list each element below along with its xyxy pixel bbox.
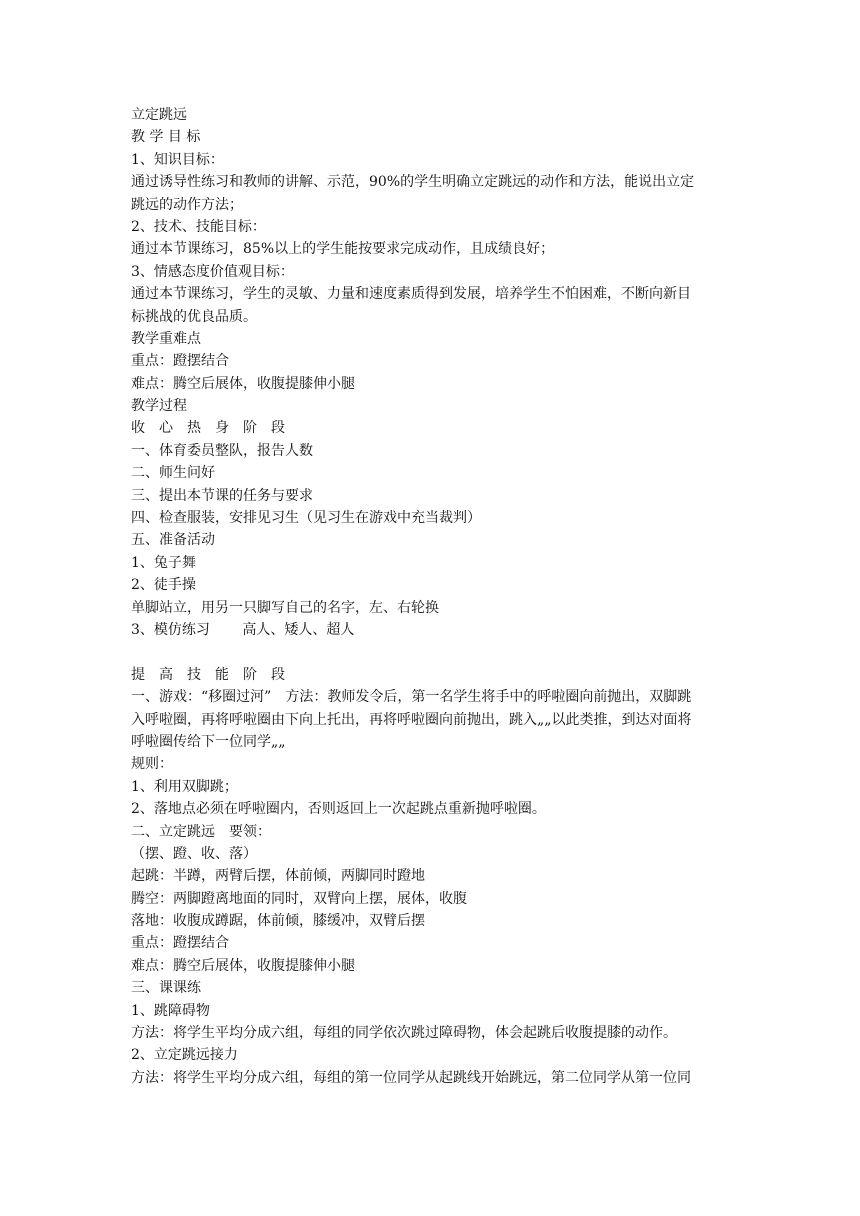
section-heading-key-points: 教学重难点 (131, 330, 201, 347)
list-item: 3、模仿练习 高人、矮人、超人 (131, 621, 355, 638)
phase-heading-warmup: 收 心 热 身 阶 段 (131, 420, 285, 437)
list-item: 二、师生问好 (131, 465, 215, 482)
list-item: 1、利用双脚跳； (131, 778, 238, 795)
section-heading-process: 教学过程 (131, 398, 187, 415)
list-item: 三、课课练 (131, 980, 201, 997)
list-item: 三、提出本节课的任务与要求 (131, 487, 313, 504)
list-item: 四、检查服装，安排见习生（见习生在游戏中充当裁判） (131, 510, 481, 527)
list-item: 2、徒手操 (131, 577, 196, 594)
paragraph-line: 通过本节课练习，85%以上的学生能按要求完成动作，且成绩良好； (131, 241, 555, 258)
paragraph-line: 一、游戏：“移圈过河” 方法：教师发令后，第一名学生将手中的呼啦圈向前抛出，双脚跳 (131, 689, 692, 706)
list-item: 二、立定跳远 要领： (131, 823, 271, 840)
objective-heading-skill: 2、技术、技能目标： (131, 218, 266, 235)
paragraph-line: 方法：将学生平均分成六组，每组的第一位同学从起跳线开始跳远，第二位同学从第一位同 (131, 1069, 691, 1086)
objective-heading-attitude: 3、情感态度价值观目标： (131, 263, 294, 280)
document-title: 立定跳远 (131, 107, 187, 123)
difficulty-line: 难点：腾空后展体，收腹提膝伸小腿 (131, 957, 355, 974)
paragraph-line: 呼啦圈传给下一位同学„„ (131, 733, 286, 750)
paragraph-line: 单脚站立，用另一只脚写自己的名字，左、右轮换 (131, 599, 439, 616)
difficulty-line: 难点：腾空后展体，收腹提膝伸小腿 (131, 375, 355, 392)
paragraph-line: 落地：收腹成蹲踞，体前倾，膝缓冲，双臂后摆 (131, 913, 425, 930)
list-item: 一、体育委员整队，报告人数 (131, 442, 313, 459)
paragraph-line: 入呼啦圈，再将呼啦圈由下向上托出，再将呼啦圈向前抛出，跳入„„以此类推，到达对面将 (131, 711, 692, 728)
list-item: 2、落地点必须在呼啦圈内，否则返回上一次起跳点重新抛呼啦圈。 (131, 801, 546, 818)
list-item: 1、兔子舞 (131, 554, 196, 571)
list-item: 1、跳障碍物 (131, 1002, 210, 1019)
paragraph-line: 腾空：两脚蹬离地面的同时，双臂向上摆，展体，收腹 (131, 890, 467, 907)
list-item: 五、准备活动 (131, 532, 215, 549)
paragraph-line: 起跳：半蹲，两臂后摆，体前倾，两脚同时蹬地 (131, 868, 425, 885)
paragraph-line: 跳远的动作方法； (131, 196, 243, 213)
paragraph-line: 通过诱导性练习和教师的讲解、示范，90%的学生明确立定跳远的动作和方法，能说出立定 (131, 174, 695, 191)
section-heading-objectives: 教 学 目 标 (131, 129, 201, 146)
paragraph-line: 标挑战的优良品质。 (131, 308, 257, 325)
key-point-line: 重点：蹬摆结合 (131, 935, 229, 952)
rules-heading: 规则： (131, 756, 173, 773)
phase-heading-skills: 提 高 技 能 阶 段 (131, 666, 285, 683)
blank-line (131, 641, 736, 663)
objective-heading-knowledge: 1、知识目标： (131, 151, 224, 168)
paragraph-line: 通过本节课练习，学生的灵敏、力量和速度素质得到发展，培养学生不怕困难，不断向新目 (131, 286, 691, 303)
paragraph-line: 方法：将学生平均分成六组，每组的同学依次跳过障碍物，体会起跳后收腹提膝的动作。 (131, 1025, 677, 1042)
key-point-line: 重点：蹬摆结合 (131, 353, 229, 370)
list-item: 2、立定跳远接力 (131, 1047, 238, 1064)
paragraph-line: （摆、蹬、收、落） (131, 845, 257, 862)
document-page (131, 104, 736, 1089)
